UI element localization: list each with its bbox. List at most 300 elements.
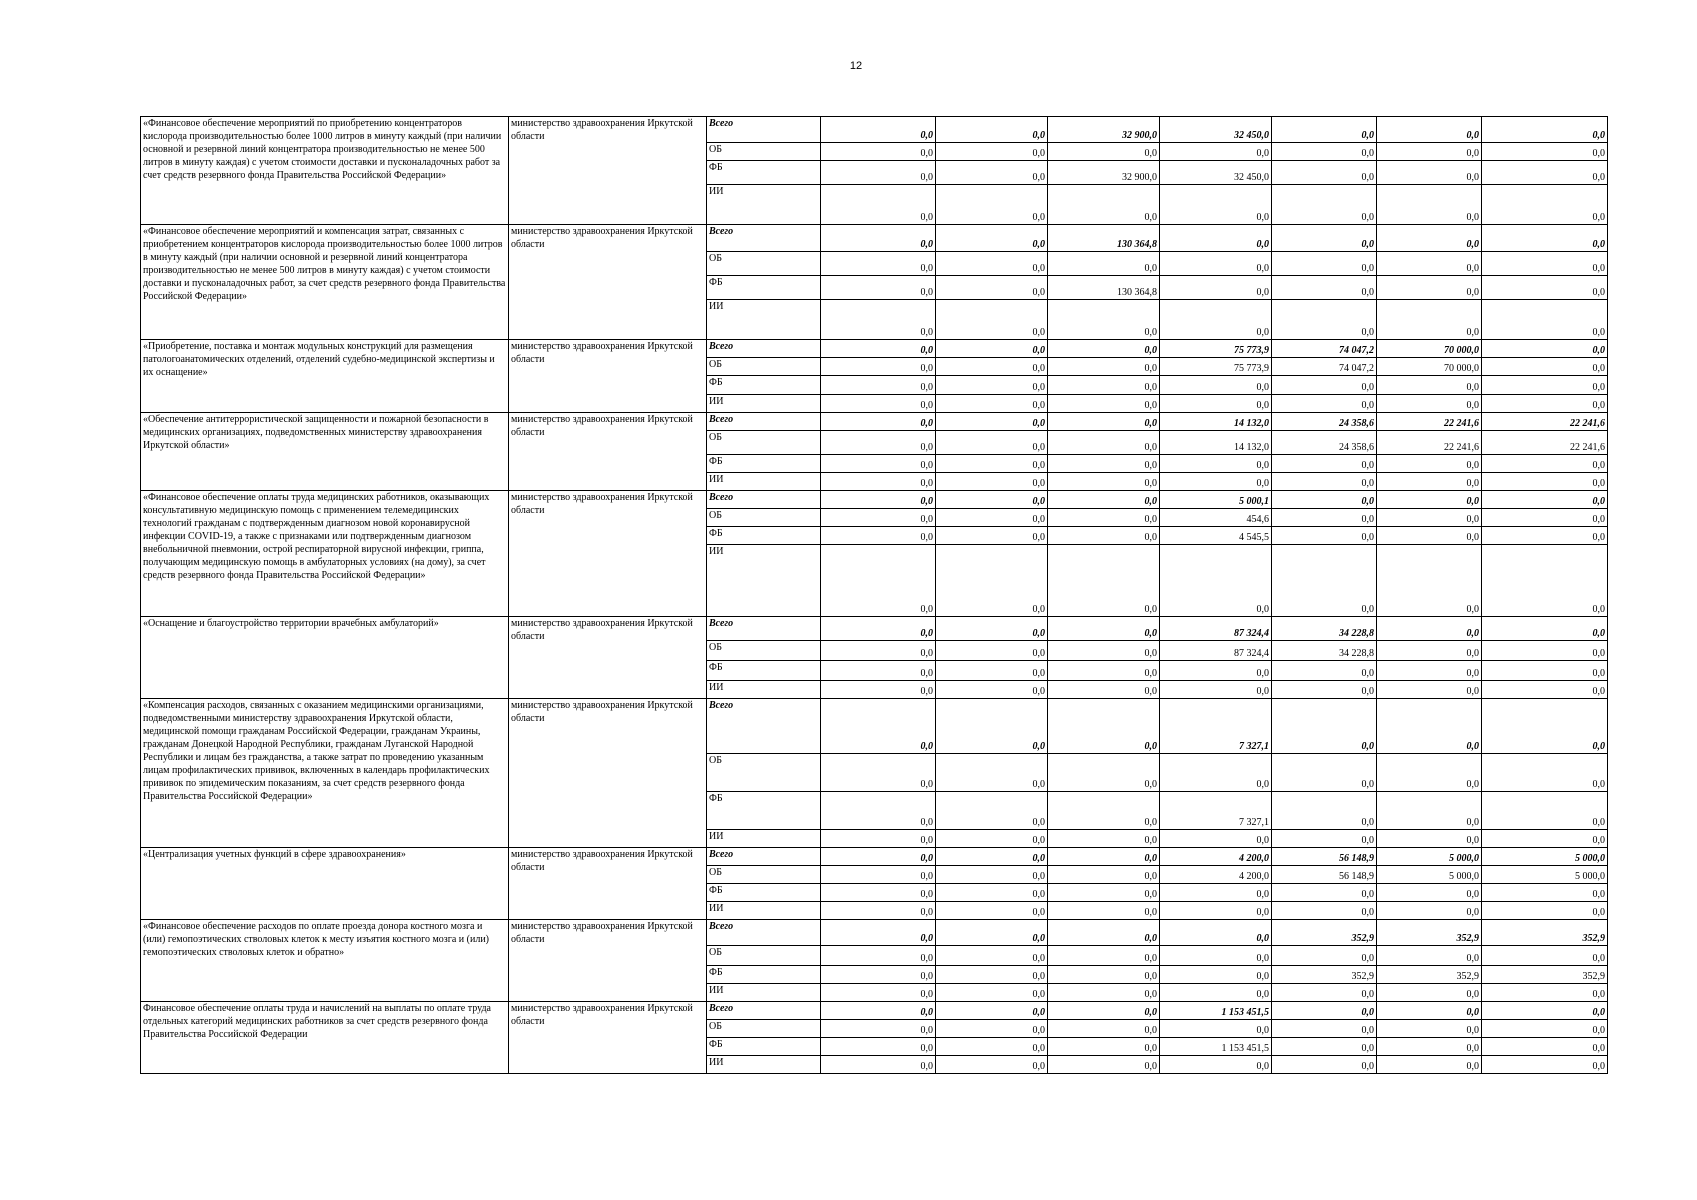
amount-cell: 0,0 [1272, 117, 1377, 143]
amount-cell: 7 327,1 [1160, 792, 1272, 830]
amount-cell: 22 241,6 [1482, 431, 1608, 455]
amount-cell: 32 450,0 [1160, 117, 1272, 143]
amount-cell: 0,0 [936, 455, 1048, 473]
amount-cell: 0,0 [1377, 276, 1482, 300]
amount-cell: 0,0 [1482, 681, 1608, 699]
funding-source: ФБ [707, 661, 821, 681]
responsible-executor: министерство здравоохранения Иркутской области [509, 413, 707, 491]
funding-source: ОБ [707, 866, 821, 884]
amount-cell: 0,0 [1377, 830, 1482, 848]
amount-cell: 0,0 [936, 1056, 1048, 1074]
amount-cell: 14 132,0 [1160, 431, 1272, 455]
amount-cell: 0,0 [1160, 681, 1272, 699]
amount-cell: 0,0 [1377, 681, 1482, 699]
amount-cell: 0,0 [821, 455, 936, 473]
funding-source: ОБ [707, 143, 821, 161]
amount-cell: 0,0 [1048, 902, 1160, 920]
amount-cell: 0,0 [1048, 946, 1160, 966]
responsible-executor: министерство здравоохранения Иркутской области [509, 920, 707, 1002]
amount-cell: 0,0 [1160, 920, 1272, 946]
amount-cell: 0,0 [936, 866, 1048, 884]
funding-source: ИИ [707, 984, 821, 1002]
amount-cell: 0,0 [1272, 754, 1377, 792]
measure-description: «Финансовое обеспечение оплаты труда медицинских работников, оказывающих консультативную медицинскую помощь с применением телемедицинских технологий гражданам с подтвержденным диагнозом новой коронавирусной инфекции COVID-19, а также с признаками или подтвержденным диагнозом внебольничной пневмонии, острой респираторной вирусной инфекции, гриппа, получающим медицинскую помощь в амбулаторных условиях (на дому), за счет средств резервного фонда Правительства Российской Федерации» [141, 491, 509, 617]
funding-source: ОБ [707, 252, 821, 276]
amount-cell: 0,0 [1160, 966, 1272, 984]
funding-source: ИИ [707, 545, 821, 617]
amount-cell: 0,0 [1272, 984, 1377, 1002]
amount-cell: 0,0 [821, 1056, 936, 1074]
amount-cell: 24 358,6 [1272, 413, 1377, 431]
funding-source: ФБ [707, 884, 821, 902]
amount-cell: 0,0 [1272, 300, 1377, 340]
amount-cell: 0,0 [1048, 1056, 1160, 1074]
amount-cell: 0,0 [936, 300, 1048, 340]
amount-cell: 0,0 [1482, 902, 1608, 920]
amount-cell: 0,0 [1482, 376, 1608, 395]
amount-cell: 0,0 [1160, 225, 1272, 252]
amount-cell: 0,0 [1377, 884, 1482, 902]
amount-cell: 0,0 [936, 641, 1048, 661]
amount-cell: 0,0 [821, 1002, 936, 1020]
amount-cell: 0,0 [1272, 395, 1377, 413]
amount-cell: 74 047,2 [1272, 340, 1377, 358]
amount-cell: 0,0 [821, 1020, 936, 1038]
amount-cell: 0,0 [821, 902, 936, 920]
measure-description: «Финансовое обеспечение мероприятий по приобретению концентраторов кислорода производительностью более 1000 литров в минуту каждый (при наличии основной и резервной линий концентратора производительностью не менее 500 литров в минуту каждая) с учетом стоимости доставки и пусконаладочных работ за счет средств резервного фонда Правительства Российской Федерации» [141, 117, 509, 225]
amount-cell: 0,0 [821, 358, 936, 376]
amount-cell: 130 364,8 [1048, 276, 1160, 300]
amount-cell: 0,0 [821, 984, 936, 1002]
amount-cell: 0,0 [1377, 946, 1482, 966]
amount-cell: 0,0 [1272, 527, 1377, 545]
amount-cell: 32 450,0 [1160, 161, 1272, 185]
amount-cell: 0,0 [1482, 143, 1608, 161]
amount-cell: 0,0 [1272, 509, 1377, 527]
funding-source: ИИ [707, 1056, 821, 1074]
amount-cell: 0,0 [936, 225, 1048, 252]
amount-cell: 0,0 [936, 276, 1048, 300]
amount-cell: 0,0 [1160, 376, 1272, 395]
table-row-total [141, 225, 1608, 252]
amount-cell: 0,0 [1160, 1020, 1272, 1038]
amount-cell: 0,0 [1048, 376, 1160, 395]
amount-cell: 0,0 [821, 884, 936, 902]
amount-cell: 0,0 [821, 161, 936, 185]
amount-cell: 0,0 [821, 699, 936, 754]
measure-description: «Компенсация расходов, связанных с оказанием медицинскими организациями, подведомственными министерству здравоохранения Иркутской области, медицинской помощи гражданам Российской Федерации, гражданам Украины, гражданам Донецкой Народной Республики, гражданам Луганской Народной Республики и лицам без гражданства, а также затрат по проведению указанным лицам профилактических прививок, включенных в календарь профилактических прививок по эпидемическим показаниям, за счет средств резервного фонда Правительства Российской Федерации» [141, 699, 509, 848]
funding-source: ОБ [707, 754, 821, 792]
amount-cell: 0,0 [936, 1020, 1048, 1038]
funding-source: ИИ [707, 185, 821, 225]
amount-cell: 0,0 [1272, 376, 1377, 395]
amount-cell: 0,0 [1048, 984, 1160, 1002]
amount-cell: 0,0 [1482, 661, 1608, 681]
amount-cell: 0,0 [821, 617, 936, 641]
amount-cell: 0,0 [1048, 792, 1160, 830]
amount-cell: 0,0 [1377, 491, 1482, 509]
amount-cell: 0,0 [1377, 161, 1482, 185]
measure-description: «Финансовое обеспечение расходов по оплате проезда донора костного мозга и (или) гемопоэтических стволовых клеток к месту изъятия костного мозга и (или) гемопоэтических стволовых клеток и обратно» [141, 920, 509, 1002]
amount-cell: 1 153 451,5 [1160, 1002, 1272, 1020]
funding-source: ОБ [707, 358, 821, 376]
amount-cell: 0,0 [1377, 699, 1482, 754]
amount-cell: 0,0 [821, 792, 936, 830]
amount-cell: 0,0 [1048, 1038, 1160, 1056]
amount-cell: 4 200,0 [1160, 848, 1272, 866]
amount-cell: 0,0 [1272, 681, 1377, 699]
amount-cell: 0,0 [1272, 1020, 1377, 1038]
amount-cell: 4 200,0 [1160, 866, 1272, 884]
amount-cell: 87 324,4 [1160, 617, 1272, 641]
amount-cell: 0,0 [821, 830, 936, 848]
amount-cell: 0,0 [821, 754, 936, 792]
amount-cell: 0,0 [1272, 143, 1377, 161]
amount-cell: 0,0 [936, 754, 1048, 792]
amount-cell: 0,0 [1377, 617, 1482, 641]
amount-cell: 0,0 [936, 185, 1048, 225]
amount-cell: 0,0 [1160, 300, 1272, 340]
amount-cell: 70 000,0 [1377, 358, 1482, 376]
funding-source: Всего [707, 117, 821, 143]
amount-cell: 0,0 [821, 276, 936, 300]
amount-cell: 0,0 [936, 431, 1048, 455]
amount-cell: 352,9 [1377, 966, 1482, 984]
amount-cell: 0,0 [936, 920, 1048, 946]
amount-cell: 0,0 [1272, 902, 1377, 920]
funding-source: Всего [707, 491, 821, 509]
amount-cell: 0,0 [1482, 754, 1608, 792]
amount-cell: 70 000,0 [1377, 340, 1482, 358]
amount-cell: 0,0 [936, 252, 1048, 276]
amount-cell: 0,0 [1482, 276, 1608, 300]
amount-cell: 0,0 [1482, 946, 1608, 966]
funding-source: ИИ [707, 395, 821, 413]
amount-cell: 14 132,0 [1160, 413, 1272, 431]
amount-cell: 0,0 [1160, 252, 1272, 276]
amount-cell: 34 228,8 [1272, 641, 1377, 661]
amount-cell: 0,0 [821, 848, 936, 866]
page-number: 12 [849, 60, 863, 72]
funding-source: ОБ [707, 431, 821, 455]
amount-cell: 0,0 [936, 681, 1048, 699]
amount-cell: 0,0 [936, 376, 1048, 395]
budget-table [140, 116, 1608, 1074]
amount-cell: 0,0 [1482, 509, 1608, 527]
funding-source: Всего [707, 617, 821, 641]
amount-cell: 56 148,9 [1272, 848, 1377, 866]
amount-cell: 1 153 451,5 [1160, 1038, 1272, 1056]
amount-cell: 0,0 [1048, 143, 1160, 161]
amount-cell: 0,0 [1160, 143, 1272, 161]
amount-cell: 0,0 [821, 545, 936, 617]
amount-cell: 56 148,9 [1272, 866, 1377, 884]
amount-cell: 0,0 [1048, 300, 1160, 340]
amount-cell: 0,0 [821, 340, 936, 358]
amount-cell: 0,0 [1482, 161, 1608, 185]
amount-cell: 0,0 [821, 866, 936, 884]
amount-cell: 0,0 [1377, 185, 1482, 225]
amount-cell: 0,0 [1482, 340, 1608, 358]
amount-cell: 0,0 [1377, 143, 1482, 161]
amount-cell: 0,0 [1272, 161, 1377, 185]
amount-cell: 0,0 [1482, 545, 1608, 617]
amount-cell: 4 545,5 [1160, 527, 1272, 545]
amount-cell: 0,0 [821, 966, 936, 984]
amount-cell: 0,0 [1377, 1038, 1482, 1056]
amount-cell: 0,0 [1482, 984, 1608, 1002]
amount-cell: 0,0 [1377, 545, 1482, 617]
amount-cell: 0,0 [1048, 358, 1160, 376]
amount-cell: 74 047,2 [1272, 358, 1377, 376]
table-row-total [141, 848, 1608, 866]
funding-source: ОБ [707, 509, 821, 527]
amount-cell: 0,0 [1272, 225, 1377, 252]
amount-cell: 0,0 [1048, 966, 1160, 984]
funding-source: ИИ [707, 830, 821, 848]
responsible-executor: министерство здравоохранения Иркутской области [509, 491, 707, 617]
amount-cell: 0,0 [1160, 754, 1272, 792]
amount-cell: 0,0 [1272, 252, 1377, 276]
amount-cell: 0,0 [1377, 792, 1482, 830]
amount-cell: 0,0 [1482, 473, 1608, 491]
amount-cell: 0,0 [1272, 185, 1377, 225]
amount-cell: 0,0 [1377, 984, 1482, 1002]
amount-cell: 0,0 [1482, 527, 1608, 545]
amount-cell: 0,0 [1048, 473, 1160, 491]
amount-cell: 0,0 [936, 161, 1048, 185]
amount-cell: 0,0 [1048, 455, 1160, 473]
amount-cell: 0,0 [821, 1038, 936, 1056]
amount-cell: 0,0 [821, 681, 936, 699]
amount-cell: 0,0 [1482, 491, 1608, 509]
amount-cell: 0,0 [936, 413, 1048, 431]
amount-cell: 0,0 [821, 491, 936, 509]
amount-cell: 22 241,6 [1482, 413, 1608, 431]
responsible-executor: министерство здравоохранения Иркутской области [509, 699, 707, 848]
amount-cell: 0,0 [1482, 395, 1608, 413]
amount-cell: 0,0 [1048, 431, 1160, 455]
amount-cell: 0,0 [1272, 1038, 1377, 1056]
amount-cell: 0,0 [821, 527, 936, 545]
amount-cell: 0,0 [821, 252, 936, 276]
amount-cell: 0,0 [1272, 473, 1377, 491]
table-row-total [141, 491, 1608, 509]
amount-cell: 0,0 [1482, 300, 1608, 340]
funding-source: ФБ [707, 376, 821, 395]
amount-cell: 0,0 [1272, 661, 1377, 681]
amount-cell: 0,0 [936, 509, 1048, 527]
amount-cell: 0,0 [1160, 455, 1272, 473]
amount-cell: 0,0 [1048, 413, 1160, 431]
amount-cell: 0,0 [1482, 185, 1608, 225]
amount-cell: 0,0 [1377, 641, 1482, 661]
funding-source: ИИ [707, 300, 821, 340]
amount-cell: 0,0 [1377, 902, 1482, 920]
amount-cell: 0,0 [1160, 473, 1272, 491]
amount-cell: 0,0 [1272, 491, 1377, 509]
funding-source: ИИ [707, 681, 821, 699]
amount-cell: 0,0 [1377, 455, 1482, 473]
amount-cell: 352,9 [1482, 920, 1608, 946]
amount-cell: 0,0 [936, 545, 1048, 617]
amount-cell: 34 228,8 [1272, 617, 1377, 641]
table-row-total [141, 340, 1608, 358]
amount-cell: 0,0 [1377, 117, 1482, 143]
amount-cell: 0,0 [1482, 117, 1608, 143]
amount-cell: 0,0 [1377, 395, 1482, 413]
amount-cell: 7 327,1 [1160, 699, 1272, 754]
measure-description: «Финансовое обеспечение мероприятий и компенсация затрат, связанных с приобретением концентраторов кислорода производительностью более 1000 литров в минуту каждый (при наличии основной и резервной линий концентратора производительностью не менее 500 литров в минуту каждая) с учетом стоимости доставки и пусконаладочных работ, за счет средств резервного фонда Правительства Российской Федерации» [141, 225, 509, 340]
amount-cell: 0,0 [936, 902, 1048, 920]
amount-cell: 0,0 [821, 117, 936, 143]
funding-source: Всего [707, 413, 821, 431]
amount-cell: 0,0 [1048, 527, 1160, 545]
amount-cell: 0,0 [821, 431, 936, 455]
amount-cell: 0,0 [1482, 225, 1608, 252]
amount-cell: 352,9 [1377, 920, 1482, 946]
amount-cell: 0,0 [1272, 455, 1377, 473]
amount-cell: 0,0 [1482, 830, 1608, 848]
amount-cell: 0,0 [1048, 395, 1160, 413]
amount-cell: 0,0 [936, 848, 1048, 866]
amount-cell: 0,0 [1048, 185, 1160, 225]
measure-description: «Централизация учетных функций в сфере здравоохранения» [141, 848, 509, 920]
amount-cell: 0,0 [821, 185, 936, 225]
amount-cell: 0,0 [1377, 300, 1482, 340]
amount-cell: 0,0 [936, 946, 1048, 966]
amount-cell: 0,0 [1160, 545, 1272, 617]
amount-cell: 0,0 [1272, 946, 1377, 966]
funding-source: ФБ [707, 1038, 821, 1056]
amount-cell: 0,0 [1048, 884, 1160, 902]
amount-cell: 0,0 [936, 340, 1048, 358]
amount-cell: 0,0 [1482, 455, 1608, 473]
amount-cell: 0,0 [936, 984, 1048, 1002]
amount-cell: 0,0 [1377, 509, 1482, 527]
amount-cell: 0,0 [1048, 1020, 1160, 1038]
amount-cell: 0,0 [1160, 884, 1272, 902]
amount-cell: 0,0 [1482, 1056, 1608, 1074]
amount-cell: 0,0 [1482, 884, 1608, 902]
amount-cell: 0,0 [1048, 830, 1160, 848]
amount-cell: 0,0 [1048, 699, 1160, 754]
amount-cell: 0,0 [1377, 376, 1482, 395]
amount-cell: 0,0 [821, 641, 936, 661]
amount-cell: 0,0 [1048, 681, 1160, 699]
amount-cell: 0,0 [936, 661, 1048, 681]
amount-cell: 0,0 [821, 395, 936, 413]
amount-cell: 0,0 [1048, 340, 1160, 358]
amount-cell: 0,0 [1160, 946, 1272, 966]
amount-cell: 0,0 [1482, 358, 1608, 376]
amount-cell: 0,0 [1160, 902, 1272, 920]
amount-cell: 0,0 [821, 473, 936, 491]
amount-cell: 0,0 [1377, 1020, 1482, 1038]
amount-cell: 0,0 [1482, 252, 1608, 276]
amount-cell: 0,0 [1160, 984, 1272, 1002]
amount-cell: 0,0 [1482, 1038, 1608, 1056]
table-row-total [141, 117, 1608, 143]
amount-cell: 0,0 [1048, 641, 1160, 661]
measure-description: Финансовое обеспечение оплаты труда и начислений на выплаты по оплате труда отдельных категорий медицинских работников за счет средств резервного фонда Правительства Российской Федерации [141, 1002, 509, 1074]
amount-cell: 0,0 [936, 143, 1048, 161]
amount-cell: 0,0 [821, 920, 936, 946]
funding-source: ФБ [707, 527, 821, 545]
amount-cell: 0,0 [1048, 545, 1160, 617]
amount-cell: 0,0 [1048, 1002, 1160, 1020]
amount-cell: 0,0 [1048, 617, 1160, 641]
amount-cell: 0,0 [936, 830, 1048, 848]
funding-source: ОБ [707, 1020, 821, 1038]
funding-source: ФБ [707, 161, 821, 185]
amount-cell: 0,0 [1272, 276, 1377, 300]
amount-cell: 0,0 [1482, 1002, 1608, 1020]
measure-description: «Приобретение, поставка и монтаж модульных конструкций для размещения патологоанатомических отделений, отделений судебно-медицинской экспертизы и их оснащение» [141, 340, 509, 413]
amount-cell: 352,9 [1272, 966, 1377, 984]
table-row-total [141, 920, 1608, 946]
funding-source: Всего [707, 340, 821, 358]
amount-cell: 5 000,1 [1160, 491, 1272, 509]
amount-cell: 5 000,0 [1377, 848, 1482, 866]
amount-cell: 0,0 [1377, 661, 1482, 681]
amount-cell: 0,0 [1048, 754, 1160, 792]
amount-cell: 75 773,9 [1160, 358, 1272, 376]
table-row-total [141, 1002, 1608, 1020]
amount-cell: 0,0 [821, 143, 936, 161]
amount-cell: 0,0 [1377, 754, 1482, 792]
amount-cell: 0,0 [936, 792, 1048, 830]
amount-cell: 0,0 [1272, 699, 1377, 754]
amount-cell: 0,0 [1377, 1056, 1482, 1074]
amount-cell: 0,0 [1377, 225, 1482, 252]
amount-cell: 0,0 [1048, 920, 1160, 946]
funding-source: Всего [707, 225, 821, 252]
responsible-executor: министерство здравоохранения Иркутской области [509, 225, 707, 340]
responsible-executor: министерство здравоохранения Иркутской области [509, 1002, 707, 1074]
amount-cell: 0,0 [1482, 699, 1608, 754]
amount-cell: 0,0 [1377, 1002, 1482, 1020]
amount-cell: 0,0 [1160, 661, 1272, 681]
amount-cell: 0,0 [1272, 1056, 1377, 1074]
amount-cell: 0,0 [1272, 792, 1377, 830]
funding-source: ФБ [707, 966, 821, 984]
amount-cell: 24 358,6 [1272, 431, 1377, 455]
funding-source: ОБ [707, 946, 821, 966]
amount-cell: 0,0 [1482, 792, 1608, 830]
amount-cell: 0,0 [1377, 473, 1482, 491]
funding-source: ИИ [707, 473, 821, 491]
amount-cell: 75 773,9 [1160, 340, 1272, 358]
responsible-executor: министерство здравоохранения Иркутской области [509, 117, 707, 225]
amount-cell: 0,0 [821, 300, 936, 340]
amount-cell: 5 000,0 [1377, 866, 1482, 884]
amount-cell: 0,0 [936, 395, 1048, 413]
amount-cell: 0,0 [1272, 545, 1377, 617]
amount-cell: 0,0 [936, 1038, 1048, 1056]
responsible-executor: министерство здравоохранения Иркутской области [509, 617, 707, 699]
funding-source: Всего [707, 699, 821, 754]
amount-cell: 0,0 [936, 527, 1048, 545]
amount-cell: 0,0 [1048, 661, 1160, 681]
funding-source: ИИ [707, 902, 821, 920]
amount-cell: 0,0 [1160, 395, 1272, 413]
amount-cell: 0,0 [821, 509, 936, 527]
table-body [141, 117, 1608, 1074]
amount-cell: 0,0 [1482, 641, 1608, 661]
measure-description: «Оснащение и благоустройство территории врачебных амбулаторий» [141, 617, 509, 699]
amount-cell: 0,0 [1160, 1056, 1272, 1074]
